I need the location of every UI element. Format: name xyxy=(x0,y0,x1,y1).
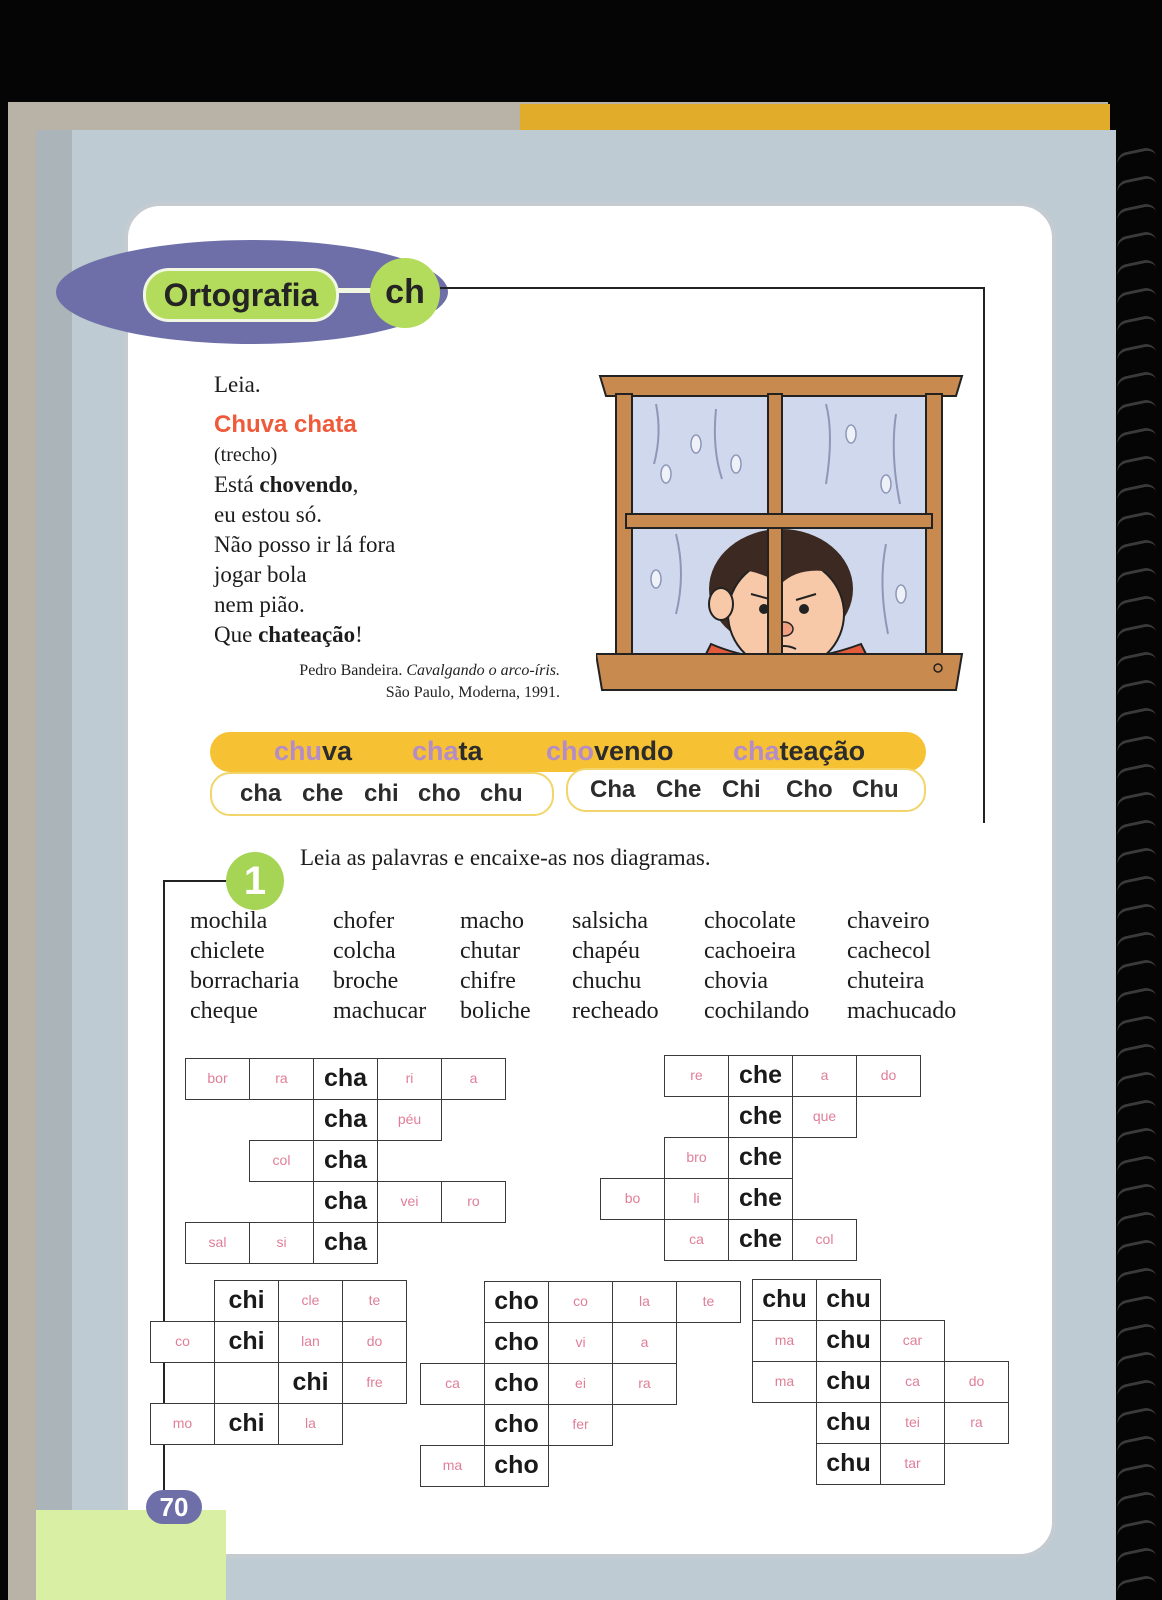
diagram-key-syllable: chu xyxy=(816,1443,881,1485)
diagram-syllable-cell: car xyxy=(880,1320,945,1362)
spiral-ring xyxy=(1115,874,1156,893)
word-column xyxy=(704,906,809,1026)
syllable: cha xyxy=(240,780,282,807)
syllable: chu xyxy=(480,780,523,807)
spiral-ring xyxy=(1115,1182,1156,1201)
diagram-syllable-cell: te xyxy=(676,1281,741,1323)
word-item: chutar xyxy=(460,938,520,964)
word-item: chuchu xyxy=(572,968,642,994)
boy-at-window-illustration xyxy=(596,364,966,704)
diagram-syllable-cell: co xyxy=(150,1321,215,1363)
spiral-ring xyxy=(1115,902,1156,921)
diagram-key-syllable: cha xyxy=(313,1181,378,1223)
credit-author: Pedro Bandeira. xyxy=(299,662,407,679)
word-item: mochila xyxy=(190,908,268,934)
section-title: Ortografia xyxy=(143,268,339,322)
diagram-key-syllable: che xyxy=(728,1178,793,1220)
word-item: cochilando xyxy=(704,998,810,1024)
diagram-syllable-cell: ca xyxy=(420,1363,485,1405)
spiral-ring xyxy=(1115,370,1156,389)
spiral-ring xyxy=(1115,314,1156,333)
diagram-syllable-cell: col xyxy=(249,1140,314,1182)
word-item: chocolate xyxy=(704,908,796,934)
digraph-part: chu xyxy=(274,736,323,766)
diagram-key-syllable: cho xyxy=(484,1404,549,1446)
spiral-ring xyxy=(1115,1266,1156,1285)
credit-book: Cavalgando o arco-íris. xyxy=(406,662,560,679)
spiral-ring xyxy=(1115,930,1156,949)
spiral-ring xyxy=(1115,1434,1156,1453)
spiral-ring xyxy=(1115,790,1156,809)
syllable: Cha xyxy=(590,776,636,803)
poem-text: Está xyxy=(214,472,260,497)
poem-block xyxy=(214,370,395,650)
word-item: chofer xyxy=(333,908,395,934)
diagram-syllable-cell: fer xyxy=(548,1404,613,1446)
diagram-syllable-cell: lan xyxy=(278,1321,343,1363)
poem-line xyxy=(214,530,395,560)
poem-line xyxy=(214,560,395,590)
poem-text: eu estou só. xyxy=(214,502,322,527)
poem-text: Não posso ir lá fora xyxy=(214,532,396,557)
diagram-key-syllable: cho xyxy=(484,1363,549,1405)
spiral-ring xyxy=(1115,734,1156,753)
spiral-ring xyxy=(1115,510,1156,529)
word-column xyxy=(572,906,659,1026)
spiral-ring xyxy=(1115,454,1156,473)
word-item: machucar xyxy=(333,998,427,1024)
poem-text: Que xyxy=(214,622,259,647)
diagram-syllable-cell: a xyxy=(612,1322,677,1364)
spiral-ring xyxy=(1115,1322,1156,1341)
spiral-ring xyxy=(1115,230,1156,249)
spiral-ring xyxy=(1115,1574,1156,1593)
spiral-ring xyxy=(1115,1546,1156,1565)
poem-line xyxy=(214,620,395,650)
highlight-word xyxy=(274,736,352,767)
word-column xyxy=(847,906,956,1026)
diagram-key-syllable: chi xyxy=(214,1321,279,1363)
poem-bold-word: chovendo xyxy=(259,472,353,497)
spiral-ring xyxy=(1115,594,1156,613)
diagram-syllable-cell: ma xyxy=(420,1445,485,1487)
diagram-syllable-cell: bro xyxy=(664,1137,729,1179)
diagram-syllable-cell: ca xyxy=(664,1219,729,1261)
word-rest: vendo xyxy=(594,736,674,766)
word-rest: va xyxy=(322,736,353,766)
header-connector xyxy=(336,288,372,293)
spiral-ring xyxy=(1115,1042,1156,1061)
lowercase-syllables xyxy=(210,772,554,816)
diagram-syllable-cell: péu xyxy=(377,1099,442,1141)
syllable: cho xyxy=(418,780,461,807)
spiral-ring xyxy=(1115,426,1156,445)
diagram-key-syllable: chu xyxy=(816,1402,881,1444)
credit-publisher: São Paulo, Moderna, 1991. xyxy=(385,684,560,701)
poem-text: , xyxy=(352,472,359,497)
word-item: cachoeira xyxy=(704,938,796,964)
diagram-key-syllable: che xyxy=(728,1219,793,1261)
spiral-ring xyxy=(1115,678,1156,697)
word-item: salsicha xyxy=(572,908,648,934)
diagram-key-syllable: chi xyxy=(214,1403,279,1445)
activity-rule xyxy=(163,880,227,882)
spiral-ring xyxy=(1115,1462,1156,1481)
syllable: Che xyxy=(656,776,702,803)
uppercase-syllables xyxy=(566,768,926,812)
poem-text: nem pião. xyxy=(214,592,305,617)
diagram-syllable-cell: ri xyxy=(377,1058,442,1100)
diagram-syllable-cell: bo xyxy=(600,1178,665,1220)
diagram-syllable-cell: col xyxy=(792,1219,857,1261)
word-column xyxy=(460,906,531,1026)
diagram-key-syllable: cha xyxy=(313,1222,378,1264)
spiral-ring xyxy=(1115,1126,1156,1145)
diagram-syllable-cell: vi xyxy=(548,1322,613,1364)
diagram-syllable-cell: la xyxy=(612,1281,677,1323)
diagram-syllable-cell: bor xyxy=(185,1058,250,1100)
word-item: chaveiro xyxy=(847,908,930,934)
word-item: colcha xyxy=(333,938,396,964)
diagram-syllable-cell: tei xyxy=(880,1402,945,1444)
diagram-key-syllable: cho xyxy=(484,1322,549,1364)
diagram-key-syllable: cho xyxy=(484,1445,549,1487)
highlight-word xyxy=(546,736,674,767)
word-item: chifre xyxy=(460,968,516,994)
word-column xyxy=(333,906,426,1026)
diagram-syllable-cell: do xyxy=(342,1321,407,1363)
word-item: chovia xyxy=(704,968,768,994)
page-corner-tab xyxy=(36,1510,226,1600)
diagram-key-syllable: cha xyxy=(313,1099,378,1141)
poem-text: jogar bola xyxy=(214,562,307,587)
diagram-syllable-cell: vei xyxy=(377,1181,442,1223)
spiral-ring xyxy=(1115,846,1156,865)
spiral-ring xyxy=(1115,286,1156,305)
diagram-syllable-cell: ra xyxy=(612,1363,677,1405)
digraph-badge: ch xyxy=(370,258,440,328)
diagram-syllable-cell: fre xyxy=(342,1362,407,1404)
diagram-key-syllable: chi xyxy=(214,1280,279,1322)
spiral-ring xyxy=(1115,202,1156,221)
spiral-ring xyxy=(1115,1378,1156,1397)
activity-instruction: Leia as palavras e encaixe-as nos diagramas. xyxy=(300,845,711,870)
spiral-ring xyxy=(1115,622,1156,641)
syllable: chi xyxy=(364,780,399,807)
diagram-syllable-cell: do xyxy=(944,1361,1009,1403)
syllable: Cho xyxy=(786,776,833,803)
activity-number-badge: 1 xyxy=(226,852,284,910)
book-cover-yellow-edge xyxy=(520,104,1110,130)
word-column xyxy=(190,906,299,1026)
spiral-ring xyxy=(1115,1210,1156,1229)
diagram-syllable-cell: te xyxy=(342,1280,407,1322)
poem-text: ! xyxy=(355,622,363,647)
diagram-syllable-cell: ro xyxy=(441,1181,506,1223)
spiral-ring xyxy=(1115,1294,1156,1313)
diagram-syllable-cell: co xyxy=(548,1281,613,1323)
diagram-syllable-cell: mo xyxy=(150,1403,215,1445)
reading-instruction: Leia. xyxy=(214,372,261,397)
spiral-ring xyxy=(1115,566,1156,585)
spiral-ring xyxy=(1115,174,1156,193)
diagram-key-syllable: chu xyxy=(816,1361,881,1403)
poem-bold-word: chateação xyxy=(258,622,356,647)
diagram-syllable-cell: ra xyxy=(249,1058,314,1100)
spiral-ring xyxy=(1115,146,1156,165)
spiral-ring xyxy=(1115,1406,1156,1425)
spiral-ring xyxy=(1115,398,1156,417)
spiral-ring xyxy=(1115,342,1156,361)
spiral-ring xyxy=(1115,1098,1156,1117)
spiral-ring xyxy=(1115,762,1156,781)
page-left-shadow xyxy=(36,130,72,1600)
diagram-key-syllable: che xyxy=(728,1137,793,1179)
syllable: Chi xyxy=(722,776,761,803)
spiral-ring xyxy=(1115,258,1156,277)
spiral-binding xyxy=(1110,130,1162,1600)
diagram-key-syllable: cha xyxy=(313,1058,378,1100)
word-item: recheado xyxy=(572,998,659,1024)
diagram-key-syllable: che xyxy=(728,1055,793,1097)
diagram-syllable-cell: do xyxy=(856,1055,921,1097)
spiral-ring xyxy=(1115,1350,1156,1369)
spiral-ring xyxy=(1115,1238,1156,1257)
diagram-key-syllable: chu xyxy=(752,1279,817,1321)
diagram-syllable-cell: tar xyxy=(880,1443,945,1485)
poem-title: Chuva chata xyxy=(214,411,357,438)
syllable: che xyxy=(302,780,344,807)
spiral-ring xyxy=(1115,958,1156,977)
diagram-syllable-cell: ei xyxy=(548,1363,613,1405)
highlight-word xyxy=(733,736,865,767)
header-rule-vertical xyxy=(983,287,985,823)
word-item: boliche xyxy=(460,998,531,1024)
spiral-ring xyxy=(1115,986,1156,1005)
diagram-syllable-cell: ma xyxy=(752,1320,817,1362)
diagram-syllable-cell: cle xyxy=(278,1280,343,1322)
diagram-syllable-cell: ra xyxy=(944,1402,1009,1444)
word-item: cheque xyxy=(190,998,258,1024)
poem-line xyxy=(214,590,395,620)
poem-line xyxy=(214,500,395,530)
word-item: cachecol xyxy=(847,938,931,964)
word-item: chuteira xyxy=(847,968,925,994)
poem-subtitle: (trecho) xyxy=(214,444,278,466)
diagram-syllable-cell: si xyxy=(249,1222,314,1264)
word-item: chapéu xyxy=(572,938,640,964)
diagram-syllable-cell: re xyxy=(664,1055,729,1097)
diagram-syllable-cell: a xyxy=(792,1055,857,1097)
diagram-syllable-cell: sal xyxy=(185,1222,250,1264)
spiral-ring xyxy=(1115,482,1156,501)
syllable: Chu xyxy=(852,776,899,803)
spiral-ring xyxy=(1115,818,1156,837)
word-rest: teação xyxy=(779,736,866,766)
word-item: broche xyxy=(333,968,399,994)
header-rule xyxy=(440,287,985,289)
spiral-ring xyxy=(1115,1490,1156,1509)
word-item: macho xyxy=(460,908,524,934)
diagram-syllable-cell: que xyxy=(792,1096,857,1138)
spiral-ring xyxy=(1115,650,1156,669)
digraph-part: cha xyxy=(412,736,459,766)
diagram-key-syllable: che xyxy=(728,1096,793,1138)
highlight-word xyxy=(412,736,483,767)
spiral-ring xyxy=(1115,1070,1156,1089)
diagram-key-syllable: cho xyxy=(484,1281,549,1323)
word-item: machucado xyxy=(847,998,957,1024)
activity-rule-vertical xyxy=(163,880,165,1490)
diagram-key-syllable: chi xyxy=(278,1362,343,1404)
diagram-syllable-cell: ma xyxy=(752,1361,817,1403)
digraph-part: cho xyxy=(546,736,595,766)
spiral-ring xyxy=(1115,706,1156,725)
diagram-syllable-cell: li xyxy=(664,1178,729,1220)
diagram-syllable-cell: ca xyxy=(880,1361,945,1403)
diagram-syllable-cell: a xyxy=(441,1058,506,1100)
word-item: borracharia xyxy=(190,968,300,994)
spiral-ring xyxy=(1115,1518,1156,1537)
digraph-part: cha xyxy=(733,736,780,766)
spiral-ring xyxy=(1115,1154,1156,1173)
diagram-syllable-cell xyxy=(214,1362,279,1404)
poem-credit xyxy=(214,660,560,704)
spiral-ring xyxy=(1115,1014,1156,1033)
diagram-key-syllable: chu xyxy=(816,1279,881,1321)
page-number: 70 xyxy=(146,1490,202,1524)
poem-line xyxy=(214,470,395,500)
word-item: chiclete xyxy=(190,938,265,964)
word-rest: ta xyxy=(458,736,483,766)
diagram-key-syllable: cha xyxy=(313,1140,378,1182)
diagram-syllable-cell: la xyxy=(278,1403,343,1445)
diagram-key-syllable: chu xyxy=(816,1320,881,1362)
spiral-ring xyxy=(1115,538,1156,557)
